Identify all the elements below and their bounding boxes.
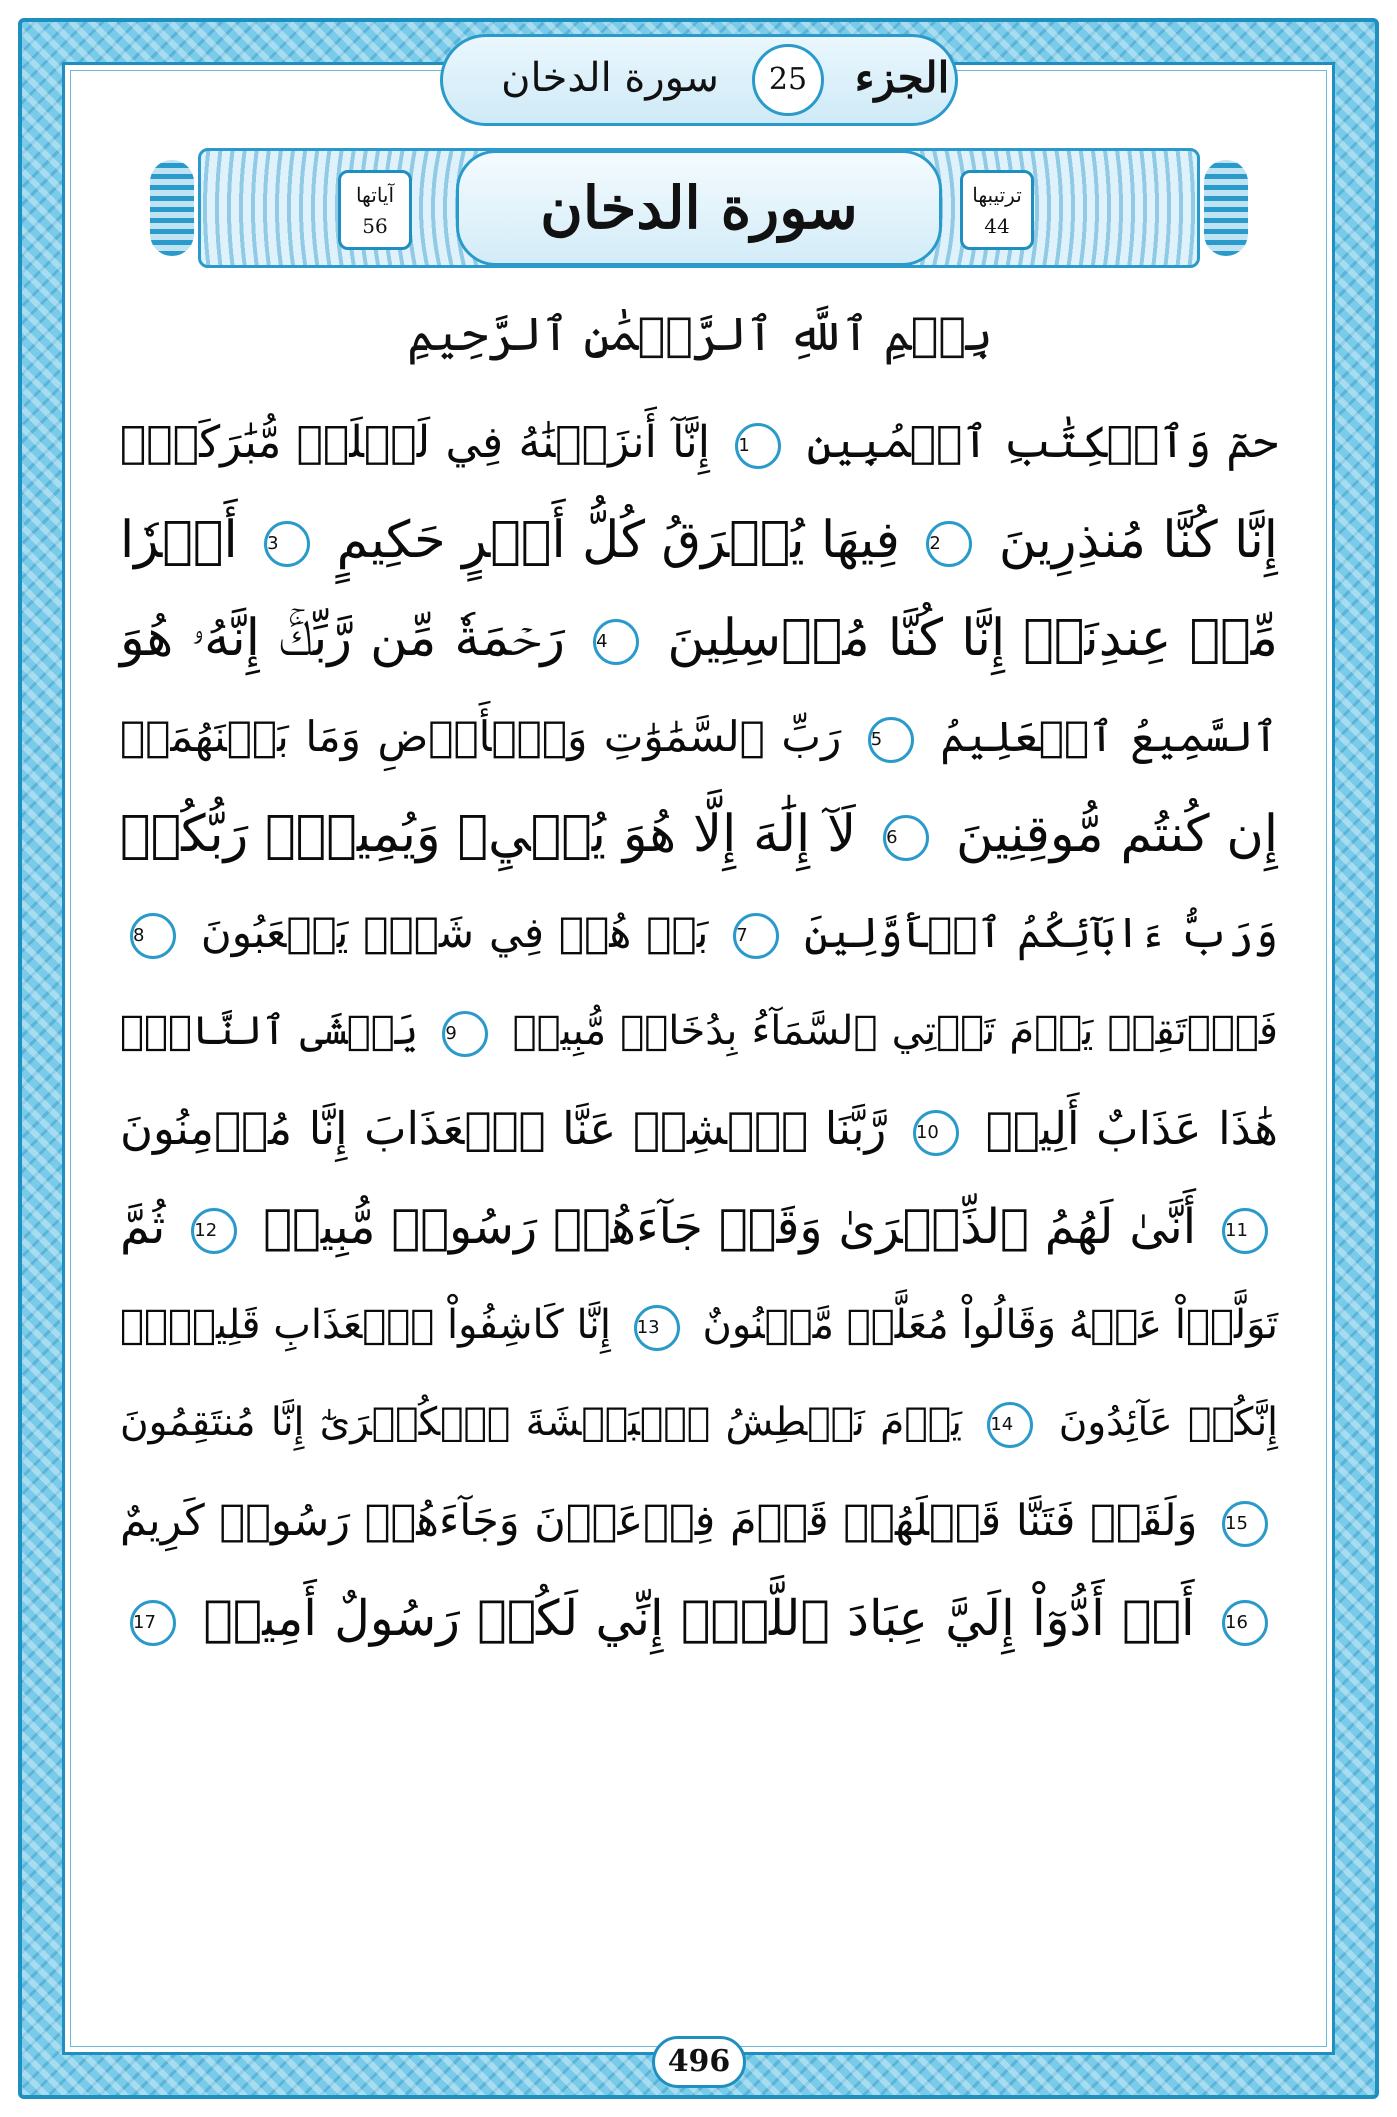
left-ornament	[150, 160, 194, 256]
line-text: وَلَقَدۡ فَتَنَّا قَبۡلَهُمۡ قَوۡمَ فِرۡعَوۡنَ وَجَآءَهُمۡ رَسُولٞ كَرِيمٌ	[120, 1496, 1198, 1546]
verse-count-label: آياتها	[355, 183, 395, 207]
text-line-2	[120, 496, 1278, 586]
verse-number-marker: 10	[913, 1110, 959, 1156]
verse-number-marker: 12	[191, 1208, 237, 1254]
line-text: هَٰذَا عَذَابٌ أَلِيمٞ	[985, 1102, 1278, 1155]
line-text: وَرَبُّ ءَابَآئِكُمُ ٱلۡأَوَّلِينَ	[804, 908, 1278, 957]
line-text: مِّنۡ عِندِنَآۚ إِنَّا كُنَّا مُرۡسِلِينَ	[667, 609, 1278, 668]
line-text: بَلۡ هُمۡ فِي شَكّٖ يَلۡعَبُونَ	[200, 908, 709, 957]
line-text: يَوۡمَ نَبۡطِشُ ٱلۡبَطۡشَةَ ٱلۡكُبۡرَىٰٓ إِنَّا مُنتَقِمُونَ	[120, 1400, 962, 1445]
line-text: وَٱلۡكِتَٰبِ ٱلۡمُبِينِ	[806, 417, 1212, 468]
juz-label: الجزء	[854, 53, 950, 102]
verse-number-marker: 17	[130, 1600, 176, 1646]
verse-number-marker: 5	[868, 717, 914, 763]
page-number: 496	[652, 2036, 746, 2088]
verse-number-marker: 2	[926, 521, 972, 567]
text-line-4	[120, 692, 1278, 782]
text-line-1	[120, 398, 1278, 488]
surah-order-badge	[960, 170, 1034, 250]
text-line-5	[120, 790, 1278, 880]
verse-number-marker: 16	[1222, 1600, 1268, 1646]
line-text: فِيهَا يُفۡرَقُ كُلُّ أَمۡرٍ حَكِيمٍ	[336, 511, 900, 570]
text-line-11	[120, 1378, 1278, 1468]
surah-order-label: ترتيبها	[972, 183, 1022, 207]
line-text: لَآ إِلَٰهَ إِلَّا هُوَ يُحۡيِۦ وَيُمِيتُۖ رَبُّكُمۡ	[120, 805, 857, 864]
text-line-12	[120, 1476, 1278, 1566]
line-text: رَحۡمَةٗ مِّن رَّبِّكَۚ إِنَّهُۥ هُوَ	[120, 609, 565, 668]
text-line-6	[120, 888, 1278, 978]
verse-number-marker: 15	[1222, 1501, 1268, 1547]
verse-count-badge	[338, 170, 412, 250]
line-text: رَّبَّنَا ٱكۡشِفۡ عَنَّا ٱلۡعَذَابَ إِنَّا مُؤۡمِنُونَ	[120, 1102, 887, 1155]
verse-number-marker: 8	[130, 913, 176, 959]
text-line-7	[120, 986, 1278, 1076]
text-line-8	[120, 1084, 1278, 1174]
verse-number-marker: 6	[883, 815, 929, 861]
surah-order-value: 44	[984, 214, 1010, 238]
verse-number-marker: 1	[735, 423, 781, 469]
juz-number: 25	[752, 44, 824, 116]
line-text: فَٱرۡتَقِبۡ يَوۡمَ تَأۡتِي ٱلسَّمَآءُ بِدُخَانٖ مُّبِينٖ	[512, 1008, 1278, 1054]
line-text: أَنَّىٰ لَهُمُ ٱلذِّكۡرَىٰ وَقَدۡ جَآءَهُمۡ رَسُولٞ مُّبِينٞ	[263, 1199, 1197, 1255]
verse-number-marker: 9	[442, 1011, 488, 1057]
line-text: حمٓ	[1226, 417, 1278, 468]
right-ornament	[1204, 160, 1248, 256]
line-text: ثُمَّ	[120, 1199, 166, 1255]
verse-number-marker: 4	[593, 619, 639, 665]
text-line-10	[120, 1280, 1278, 1370]
verse-number-marker: 7	[733, 913, 779, 959]
verse-number-marker: 11	[1222, 1208, 1268, 1254]
line-text: يَغۡشَى ٱلنَّاسَۖ	[120, 1008, 419, 1054]
surah-title: سورة الدخان	[540, 174, 858, 242]
verse-count-value: 56	[362, 214, 388, 238]
line-text: إِن كُنتُم مُّوقِنِينَ	[955, 805, 1278, 864]
header-surah-name: سورة الدخان	[501, 55, 719, 101]
verse-number-marker: 14	[987, 1402, 1033, 1448]
line-text: إِنَّا كُنَّا مُنذِرِينَ	[998, 511, 1278, 570]
line-text: إِنَّا كَاشِفُواْ ٱلۡعَذَابِ قَلِيلًاۚ	[120, 1302, 611, 1348]
text-line-9	[120, 1182, 1278, 1272]
verse-number-marker: 3	[264, 521, 310, 567]
basmala: بِسۡمِ ٱللَّهِ ٱلرَّحۡمَٰنِ ٱلرَّحِيمِ	[407, 307, 993, 361]
line-text: أَنۡ أَدُّوٓاْ إِلَيَّ عِبَادَ ٱللَّهِۖ إِنِّي لَكُمۡ رَسُولٌ أَمِينٞ	[203, 1590, 1195, 1647]
line-text: تَوَلَّوۡاْ عَنۡهُ وَقَالُواْ مُعَلَّمٞ مَّجۡنُونٌ	[702, 1302, 1278, 1348]
line-text: ٱلسَّمِيعُ ٱلۡعَلِيمُ	[940, 712, 1278, 761]
line-text: إِنَّكُمۡ عَآئِدُونَ	[1058, 1400, 1279, 1445]
text-line-3	[120, 594, 1278, 684]
text-line-13	[120, 1574, 1278, 1664]
verse-number-marker: 13	[634, 1305, 680, 1351]
line-text: أَمۡرٗا	[120, 511, 238, 570]
line-text: إِنَّآ أَنزَلۡنَٰهُ فِي لَيۡلَةٖ مُّبَٰرَكَةٍۚ	[120, 417, 711, 468]
line-text: رَبِّ ٱلسَّمَٰوَٰتِ وَٱلۡأَرۡضِ وَمَا بَيۡنَهُمَآۖ	[120, 712, 842, 761]
